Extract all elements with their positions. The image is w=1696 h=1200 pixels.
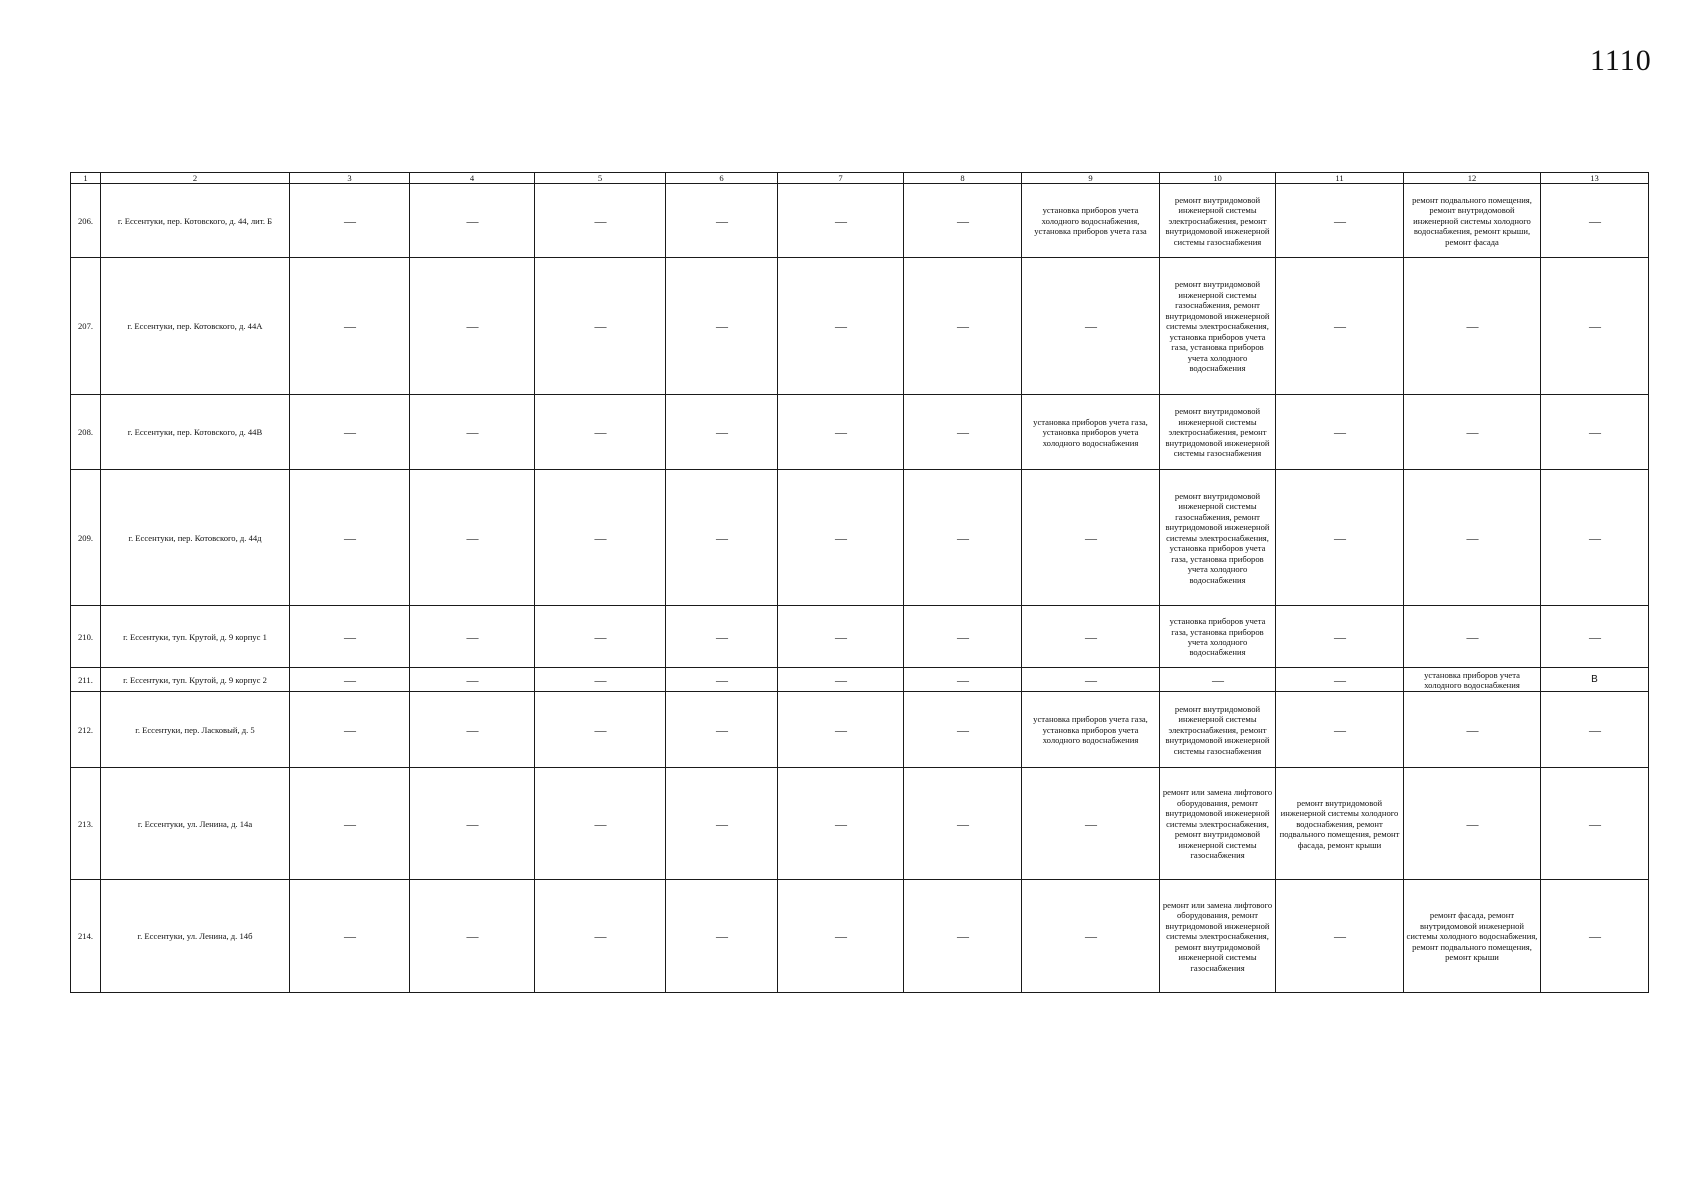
row-number: 207. [71,258,101,395]
address-cell: г. Ессентуки, туп. Крутой, д. 9 корпус 2 [101,668,290,692]
table-row [71,184,1649,258]
work-type-cell: установка приборов учета газа, установка приборов учета холодного водоснабжения [1022,692,1160,768]
empty-dash-cell: — [666,668,778,692]
empty-dash-cell: — [1276,668,1404,692]
column-header: 4 [410,173,535,184]
empty-dash-cell: — [1160,668,1276,692]
empty-dash-cell: — [290,258,410,395]
row-number: 208. [71,395,101,470]
empty-dash-cell: — [1541,768,1649,880]
work-type-cell: ремонт или замена лифтового оборудования, ремонт внутридомовой инженерной системы электроснабжения, ремонт внутридомовой инженерной системы газоснабжения [1160,880,1276,993]
empty-dash-cell: — [666,395,778,470]
work-type-cell: установка приборов учета газа, установка приборов учета холодного водоснабжения [1160,606,1276,668]
row-number: 212. [71,692,101,768]
empty-dash-cell: — [535,692,666,768]
empty-dash-cell: — [1404,606,1541,668]
table-row [71,880,1649,993]
empty-dash-cell: — [778,470,904,606]
work-type-cell: установка приборов учета холодного водоснабжения [1404,668,1541,692]
work-type-cell: ремонт фасада, ремонт внутридомовой инженерной системы холодного водоснабжения, ремонт подвального помещения, ремонт крыши [1404,880,1541,993]
empty-dash-cell: — [1276,470,1404,606]
empty-dash-cell: — [778,880,904,993]
table-row [71,258,1649,395]
empty-dash-cell: — [410,880,535,993]
empty-dash-cell: — [535,184,666,258]
empty-dash-cell: — [290,184,410,258]
empty-dash-cell: — [1276,184,1404,258]
row-number: 206. [71,184,101,258]
empty-dash-cell: — [666,880,778,993]
column-header: 3 [290,173,410,184]
column-header: 7 [778,173,904,184]
table-row [71,668,1649,692]
empty-dash-cell: — [1022,606,1160,668]
address-cell: г. Ессентуки, пер. Ласковый, д. 5 [101,692,290,768]
address-cell: г. Ессентуки, пер. Котовского, д. 44д [101,470,290,606]
empty-dash-cell: — [1276,880,1404,993]
empty-dash-cell: — [904,692,1022,768]
empty-dash-cell: — [1404,395,1541,470]
address-cell: г. Ессентуки, туп. Крутой, д. 9 корпус 1 [101,606,290,668]
row-number: 210. [71,606,101,668]
empty-dash-cell: — [904,880,1022,993]
empty-dash-cell: — [904,470,1022,606]
table-row [71,692,1649,768]
row-number: 209. [71,470,101,606]
work-type-cell: ремонт подвального помещения, ремонт внутридомовой инженерной системы холодного водоснабжения, ремонт крыши, ремонт фасада [1404,184,1541,258]
empty-dash-cell: — [290,470,410,606]
table-row [71,470,1649,606]
page-number: 1110 [1590,44,1652,77]
empty-dash-cell: — [666,768,778,880]
empty-dash-cell: — [1541,258,1649,395]
empty-dash-cell: — [535,606,666,668]
empty-dash-cell: — [1276,258,1404,395]
empty-dash-cell: — [410,184,535,258]
empty-dash-cell: — [904,668,1022,692]
work-type-cell: ремонт или замена лифтового оборудования, ремонт внутридомовой инженерной системы электроснабжения, ремонт внутридомовой инженерной системы газоснабжения [1160,768,1276,880]
empty-dash-cell: — [904,395,1022,470]
empty-dash-cell: — [1541,692,1649,768]
empty-dash-cell: — [778,768,904,880]
column-header: 8 [904,173,1022,184]
work-type-cell: ремонт внутридомовой инженерной системы газоснабжения, ремонт внутридомовой инженерной системы электроснабжения, установка приборов учета газа, установка приборов учета холодного водоснабжения [1160,258,1276,395]
column-header: 2 [101,173,290,184]
work-type-cell: ремонт внутридомовой инженерной системы электроснабжения, ремонт внутридомовой инженерной системы газоснабжения [1160,184,1276,258]
column-header: 1 [71,173,101,184]
empty-dash-cell: — [778,668,904,692]
empty-dash-cell: — [1404,768,1541,880]
empty-dash-cell: — [290,692,410,768]
empty-dash-cell: — [1404,470,1541,606]
empty-dash-cell: — [1022,668,1160,692]
empty-dash-cell: — [410,606,535,668]
empty-dash-cell: — [904,606,1022,668]
empty-dash-cell: — [904,768,1022,880]
empty-dash-cell: — [1276,395,1404,470]
empty-dash-cell: — [778,606,904,668]
table-row [71,606,1649,668]
empty-dash-cell: — [290,606,410,668]
empty-dash-cell: — [778,395,904,470]
empty-dash-cell: — [1404,692,1541,768]
empty-dash-cell: — [410,692,535,768]
repair-register-table [70,172,1649,993]
column-header: 9 [1022,173,1160,184]
empty-dash-cell: — [535,395,666,470]
empty-dash-cell: — [290,668,410,692]
empty-dash-cell: — [1541,184,1649,258]
empty-dash-cell: — [535,768,666,880]
empty-dash-cell: — [1541,880,1649,993]
empty-dash-cell: — [410,768,535,880]
work-type-cell: ремонт внутридомовой инженерной системы газоснабжения, ремонт внутридомовой инженерной системы электроснабжения, установка приборов учета газа, установка приборов учета холодного водоснабжения [1160,470,1276,606]
empty-dash-cell: — [1022,470,1160,606]
address-cell: г. Ессентуки, пер. Котовского, д. 44А [101,258,290,395]
address-cell: г. Ессентуки, ул. Ленина, д. 14б [101,880,290,993]
empty-dash-cell: — [666,258,778,395]
empty-dash-cell: — [778,258,904,395]
work-type-cell: установка приборов учета газа, установка приборов учета холодного водоснабжения [1022,395,1160,470]
row-number: 213. [71,768,101,880]
empty-dash-cell: — [1541,395,1649,470]
column-header: 12 [1404,173,1541,184]
address-cell: г. Ессентуки, пер. Котовского, д. 44В [101,395,290,470]
empty-dash-cell: — [1022,880,1160,993]
empty-dash-cell: — [1404,258,1541,395]
empty-dash-cell: — [535,668,666,692]
empty-dash-cell: — [290,768,410,880]
empty-dash-cell: — [1541,606,1649,668]
work-type-cell: установка приборов учета холодного водоснабжения, установка приборов учета газа [1022,184,1160,258]
column-header: 6 [666,173,778,184]
empty-dash-cell: — [410,395,535,470]
empty-dash-cell: — [666,692,778,768]
column-header: 10 [1160,173,1276,184]
empty-dash-cell: — [410,258,535,395]
row-number: 211. [71,668,101,692]
empty-dash-cell: — [778,692,904,768]
address-cell: г. Ессентуки, ул. Ленина, д. 14а [101,768,290,880]
empty-dash-cell: — [290,880,410,993]
address-cell: г. Ессентуки, пер. Котовского, д. 44, лит. Б [101,184,290,258]
empty-dash-cell: — [1541,470,1649,606]
empty-dash-cell: — [1022,258,1160,395]
work-type-cell: ремонт внутридомовой инженерной системы электроснабжения, ремонт внутридомовой инженерной системы газоснабжения [1160,395,1276,470]
empty-dash-cell: — [1276,606,1404,668]
column-header: 5 [535,173,666,184]
empty-dash-cell: — [666,606,778,668]
table-row [71,395,1649,470]
empty-dash-cell: — [904,184,1022,258]
empty-dash-cell: — [535,880,666,993]
empty-dash-cell: — [535,470,666,606]
empty-dash-cell: — [778,184,904,258]
empty-dash-cell: — [535,258,666,395]
column-header: 11 [1276,173,1404,184]
work-type-cell: ремонт внутридомовой инженерной системы электроснабжения, ремонт внутридомовой инженерной системы газоснабжения [1160,692,1276,768]
empty-dash-cell: — [290,395,410,470]
empty-dash-cell: — [410,470,535,606]
empty-dash-cell: — [904,258,1022,395]
row-number: 214. [71,880,101,993]
letter-cell: В [1541,668,1649,692]
column-number-header [71,173,1649,184]
work-type-cell: ремонт внутридомовой инженерной системы холодного водоснабжения, ремонт подвального помещения, ремонт фасада, ремонт крыши [1276,768,1404,880]
empty-dash-cell: — [1276,692,1404,768]
empty-dash-cell: — [666,184,778,258]
empty-dash-cell: — [410,668,535,692]
table-row [71,768,1649,880]
column-header: 13 [1541,173,1649,184]
empty-dash-cell: — [666,470,778,606]
empty-dash-cell: — [1022,768,1160,880]
